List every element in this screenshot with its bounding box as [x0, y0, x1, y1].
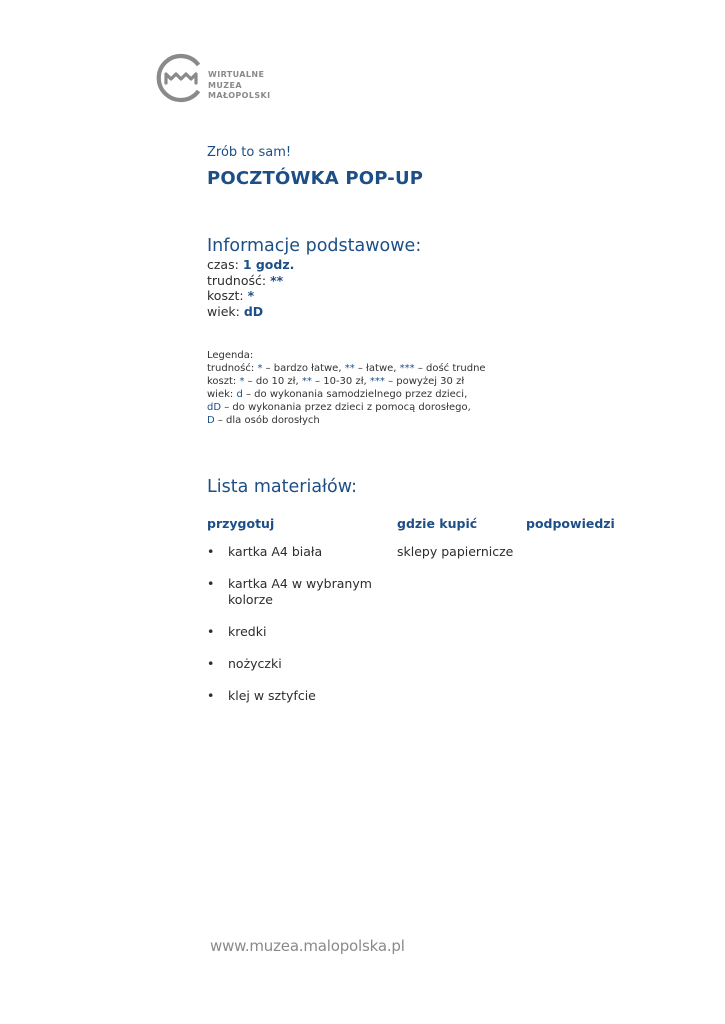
info-item-difficulty [207, 273, 294, 289]
info-item-time [207, 257, 294, 273]
material-name: nożyczki [228, 656, 282, 671]
legend-symbol: *** [369, 376, 385, 387]
legend-symbol: dD [207, 402, 222, 413]
legend-text: – dość trudne [414, 363, 486, 374]
list-item [207, 576, 387, 608]
materials-list [207, 544, 387, 720]
bullet-icon: • [207, 624, 215, 639]
material-name: kartka A4 biała [228, 544, 323, 559]
list-item [207, 656, 387, 672]
bullet-icon: • [207, 544, 215, 559]
material-name: kartka A4 w wybranym kolorze [228, 576, 372, 607]
info-list [207, 257, 294, 319]
list-item [207, 544, 387, 560]
materials-heading: Lista materiałów: [207, 477, 357, 497]
legend-symbol: ** [344, 363, 355, 374]
legend-text: – powyżej 30 zł [384, 376, 465, 387]
legend-symbol: d [236, 389, 243, 400]
info-label: wiek: [207, 303, 240, 319]
column-header-tips: podpowiedzi [526, 516, 615, 531]
legend-symbol: * [257, 363, 263, 374]
legend-age-d [207, 388, 486, 401]
logo-wordmark [208, 70, 271, 102]
bullet-icon: • [207, 688, 215, 703]
column-header-prepare: przygotuj [207, 516, 275, 531]
logo [155, 53, 305, 103]
legend-text: – do 10 zł, [244, 376, 302, 387]
info-value: dD [243, 303, 264, 319]
info-label: czas: [207, 257, 239, 272]
logo-line: MAŁOPOLSKI [208, 91, 271, 100]
legend-label: koszt: [207, 376, 237, 387]
info-value: 1 godz. [242, 257, 295, 272]
logo-line: WIRTUALNE [208, 70, 265, 79]
bullet-icon: • [207, 576, 215, 591]
legend-symbol: ** [301, 376, 312, 387]
page-title: POCZTÓWKA POP-UP [207, 168, 424, 189]
bullet-icon: • [207, 656, 215, 671]
legend-text: – 10-30 zł, [311, 376, 370, 387]
legend-text: – bardzo łatwe, [262, 363, 345, 374]
list-item [207, 688, 387, 704]
legend-label: trudność: [207, 363, 255, 374]
legend-difficulty [207, 362, 486, 375]
info-heading: Informacje podstawowe: [207, 236, 422, 256]
legend-text: – do wykonania przez dzieci z pomocą dorosłego, [221, 402, 471, 413]
legend-cost [207, 375, 486, 388]
column-header-where-to-buy: gdzie kupić [397, 516, 478, 531]
legend-age-dD [207, 401, 486, 414]
info-value: ** [270, 272, 284, 288]
info-label: koszt: [207, 288, 244, 303]
legend-symbol: * [239, 376, 245, 387]
material-name: klej w sztyfcie [228, 688, 316, 703]
kicker: Zrób to sam! [207, 145, 292, 160]
legend-text: – do wykonania samodzielnego przez dzieci, [242, 389, 468, 400]
info-item-cost [207, 288, 294, 304]
legend [207, 349, 486, 427]
footer-url: www.muzea.malopolska.pl [210, 937, 405, 955]
info-item-age [207, 304, 294, 320]
legend-symbol: *** [399, 363, 415, 374]
info-value: * [247, 288, 255, 303]
where-to-buy-value: sklepy papiernicze [397, 544, 514, 559]
info-label: trudność: [207, 272, 267, 288]
legend-label: wiek: [207, 389, 237, 400]
wmm-logo-icon [155, 53, 205, 103]
material-name: kredki [228, 624, 267, 639]
legend-title: Legenda: [207, 350, 254, 361]
logo-line: MUZEA [208, 80, 242, 90]
legend-symbol: D [207, 415, 215, 426]
legend-text: – dla osób dorosłych [214, 415, 320, 426]
list-item [207, 624, 387, 640]
legend-text: – łatwe, [354, 363, 400, 374]
legend-age-D [207, 414, 486, 427]
